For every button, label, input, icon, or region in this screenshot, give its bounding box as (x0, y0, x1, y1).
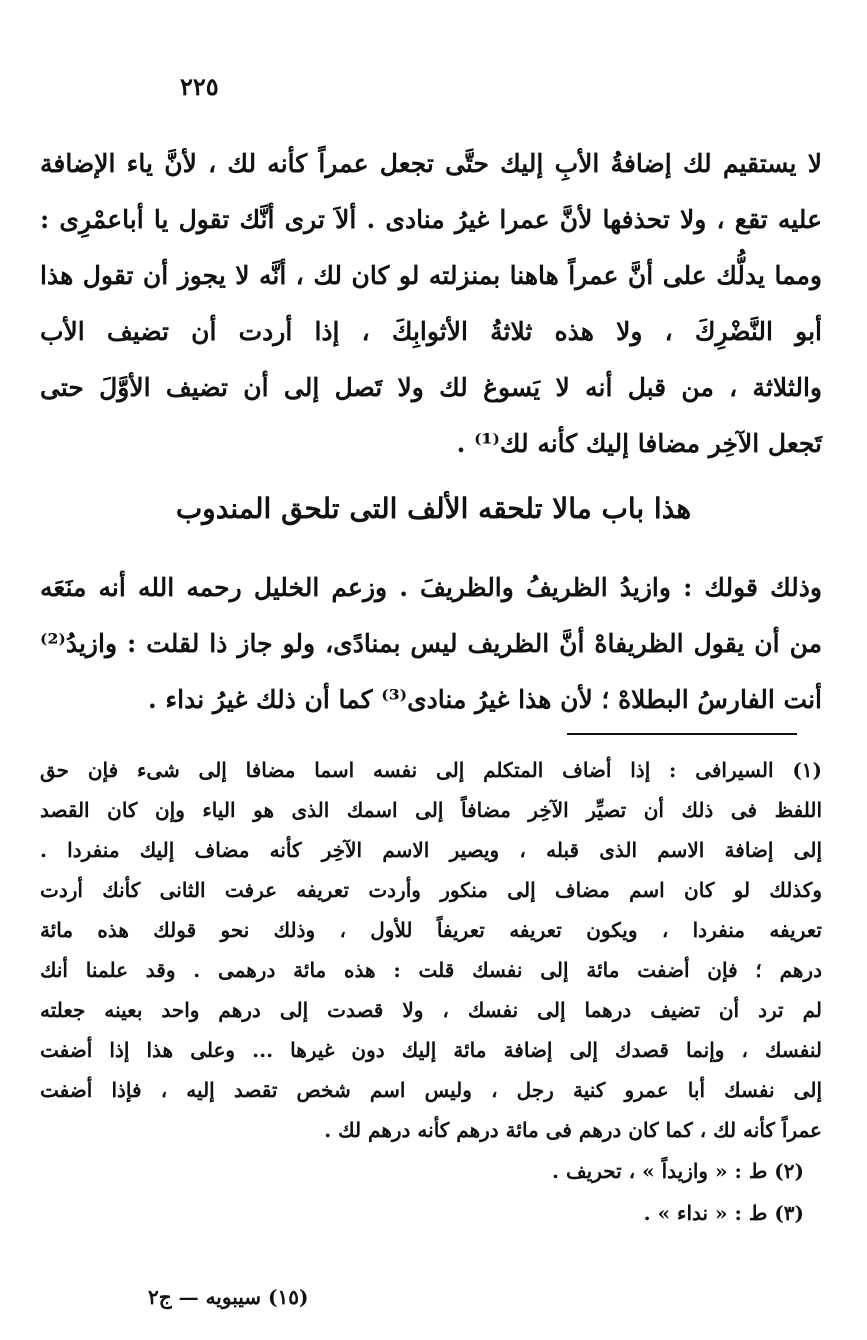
footnote-divider (567, 733, 797, 735)
footnote-2: (٢) ط : « وازيداً » ، تحريف . (552, 1159, 804, 1183)
text-line: تَجعل الآخِر مضافا إليك كأنه لك⁽¹⁾ . (456, 429, 822, 458)
section-heading: هذا باب مالا تلحقه الألف التى تلحق المندوب (175, 492, 692, 525)
text-line: وذلك قولك : وازيدُ الظريفُ والظريفَ . وزعم الخليل رحمه الله أنه منَعَه (40, 573, 822, 602)
footnote-line: إلى نفسك أبا عمرو كنية رجل ، وليس اسم شخص تقصد إليه ، فإذا أضفت (40, 1078, 822, 1102)
footnote-line: درهم ؛ فإن أضفت مائة إلى نفسك قلت : هذه مائة درهمى . وقد علمنا أنك (40, 958, 822, 982)
footnote-line: لنفسك ، وإنما قصدك إلى إضافة مائة إليك دون غيرها ... وعلى هذا إذا أضفت (40, 1038, 822, 1062)
footnotes (40, 750, 822, 1234)
section-paragraph (40, 560, 822, 728)
footnote-line: تعريفه منفردا ، ويكون تعريفه تعريفاً للأول ، وذلك نحو قولك هذه مائة (40, 918, 822, 942)
footnote-line: لم ترد أن تضيف درهما إلى نفسك ، ولا قصدت إلى درهم واحد بعينه جعلته (40, 998, 822, 1022)
main-paragraph (40, 136, 822, 472)
footnote-line: إلى إضافة الاسم الذى قبله ، ويصير الاسم الآخِر كأنه مضاف إليك منفردا . (40, 838, 822, 862)
volume-signature: (١٥) سيبويه — ج٢ (148, 1285, 309, 1309)
text-line: والثلاثة ، من قبل أنه لا يَسوغ لك ولا تَصل إلى أن تضيف الأوَّلَ حتى (40, 373, 822, 402)
text-line: عليه تقع ، ولا تحذفها لأنَّ عمرا غيرُ منادى . ألاَ ترى أنَّك تقول يا أباعمْرِى : (40, 205, 822, 234)
footnote-line: عمراً كأنه لك ، كما كان درهم فى مائة درهم كأنه درهم لك . (324, 1118, 822, 1142)
text-line: لا يستقيم لك إضافةُ الأبِ إليك حتَّى تجعل عمراً كأنه لك ، لأنَّ ياء الإضافة (40, 149, 822, 178)
text-line: ومما يدلُّك على أنَّ عمراً هاهنا بمنزلته لو كان لك ، أنَّه لا يجوز أن تقول هذا (40, 261, 822, 290)
page-number: ٢٢٥ (180, 72, 219, 101)
footnote-3: (٣) ط : « نداء » . (643, 1201, 804, 1225)
footnote-line: (١) السيرافى : إذا أضاف المتكلم إلى نفسه اسما مضافا إلى شىء فإن حق (40, 758, 823, 782)
text-line: من أن يقول الظريفاهْ أنَّ الظريف ليس بمنادًى، ولو جاز ذا لقلت : وازيدُ⁽²⁾ (40, 629, 822, 658)
footnote-line: وكذلك لو كان اسم مضاف إلى منكور وأردت تعريفه عرفت الثانى كأنك أردت (40, 878, 822, 902)
text-line: أبو النَّضْرِكَ ، ولا هذه ثلاثةُ الأثوابِكَ ، إذا أردت أن تضيف الأب (40, 317, 822, 346)
footnote-line: اللفظ فى ذلك أن تصيِّر الآخِر مضافاً إلى اسمك الذى هو الياء وإن كان القصد (40, 798, 822, 822)
text-line: أنت الفارسُ البطلاهْ ؛ لأن هذا غيرُ منادى⁽³⁾ كما أن ذلك غيرُ نداء . (148, 685, 822, 714)
